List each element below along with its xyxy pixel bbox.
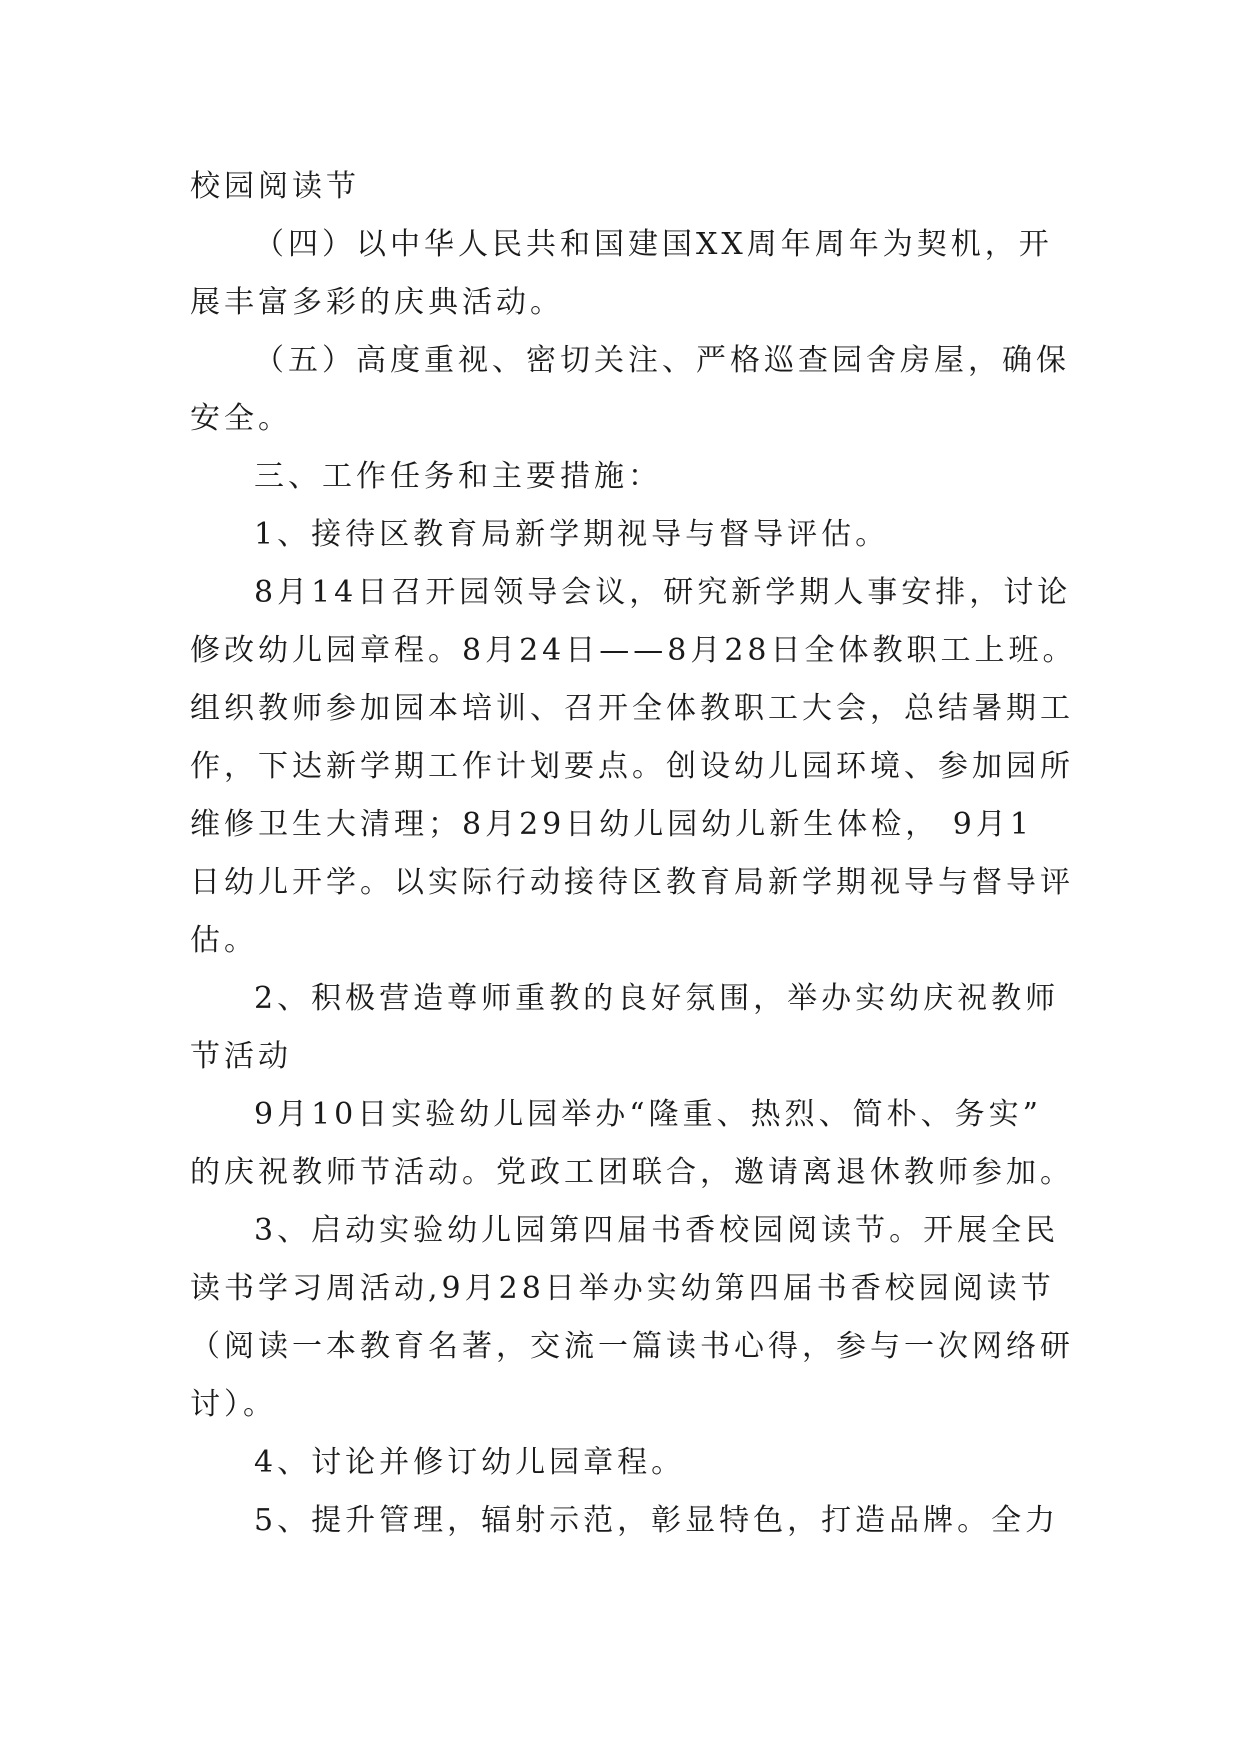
text-line: （四）以中华人民共和国建国XX周年周年为契机，开 bbox=[254, 227, 1053, 262]
text-line: 修改幼儿园章程。8月24日——8月28日全体教职工上班。 bbox=[190, 633, 1077, 668]
text-line: 节活动 bbox=[190, 1039, 292, 1074]
text-line: 日幼儿开学。以实际行动接待区教育局新学期视导与督导评 bbox=[190, 865, 1074, 900]
text-line: 安全。 bbox=[190, 401, 292, 436]
text-line: 8月14日召开园领导会议，研究新学期人事安排，讨论 bbox=[254, 575, 1072, 610]
text-line: 的庆祝教师节活动。党政工团联合，邀请离退休教师参加。 bbox=[190, 1155, 1074, 1190]
text-line: 3、启动实验幼儿园第四届书香校园阅读节。开展全民 bbox=[254, 1213, 1060, 1248]
text-line: （阅读一本教育名著，交流一篇读书心得，参与一次网络研 bbox=[190, 1329, 1074, 1364]
text-line: 展丰富多彩的庆典活动。 bbox=[190, 285, 564, 320]
text-line: 4、讨论并修订幼儿园章程。 bbox=[254, 1445, 686, 1480]
text-line: 读书学习周活动,9月28日举办实幼第四届书香校园阅读节 bbox=[190, 1271, 1055, 1306]
text-line: 5、提升管理，辐射示范，彰显特色，打造品牌。全力 bbox=[254, 1503, 1060, 1538]
text-line: 作，下达新学期工作计划要点。创设幼儿园环境、参加园所 bbox=[190, 749, 1074, 784]
text-line: 校园阅读节 bbox=[190, 169, 360, 204]
document-body bbox=[190, 158, 1077, 1550]
text-line: 2、积极营造尊师重教的良好氛围，举办实幼庆祝教师 bbox=[254, 981, 1060, 1016]
section-heading: 三、工作任务和主要措施： bbox=[254, 459, 662, 494]
text-line: 维修卫生大清理；8月29日幼儿园幼儿新生体检， 9月1 bbox=[190, 807, 1033, 842]
text-line: 1、接待区教育局新学期视导与督导评估。 bbox=[254, 517, 890, 552]
text-line: 9月10日实验幼儿园举办“隆重、热烈、简朴、务实” bbox=[254, 1097, 1042, 1132]
text-line: 组织教师参加园本培训、召开全体教职工大会，总结暑期工 bbox=[190, 691, 1074, 726]
text-line: （五）高度重视、密切关注、严格巡查园舍房屋，确保 bbox=[254, 343, 1070, 378]
text-line: 估。 bbox=[190, 923, 258, 958]
text-line: 讨）。 bbox=[190, 1387, 277, 1422]
